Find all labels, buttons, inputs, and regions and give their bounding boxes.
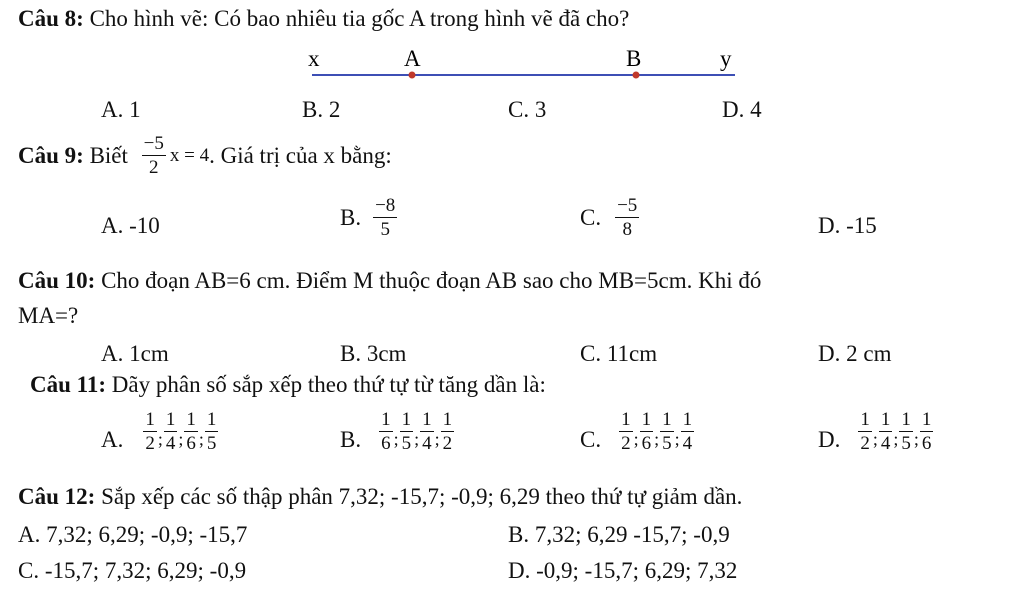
question-9-label: Câu 9: xyxy=(18,142,84,168)
point-a-dot xyxy=(409,72,416,79)
question-11-text: Dãy phân số sắp xếp theo thứ tự từ tăng dần là: xyxy=(106,372,546,397)
point-label-y: y xyxy=(720,46,732,71)
question-10 xyxy=(18,268,761,294)
point-label-a: A xyxy=(404,46,421,71)
q10-option-b[interactable]: B. 3cm xyxy=(340,341,407,366)
ray-figure xyxy=(300,42,750,86)
q12-option-a[interactable]: A. 7,32; 6,29; -0,9; -15,7 xyxy=(18,522,248,547)
point-label-x: x xyxy=(308,46,320,71)
q11-option-c-fractions: $\frac{1}{2}$ ; $\frac{1}{6}$ ; $\frac{1}{5}$ ; $\frac{1}{4}$ xyxy=(621,409,693,454)
question-10-label: Câu 10: xyxy=(18,268,96,293)
question-11 xyxy=(30,372,546,398)
question-10-text: Cho đoạn AB=6 cm. Điểm M thuộc đoạn AB sao cho MB=5cm. Khi đó xyxy=(95,268,762,293)
q9-option-d[interactable]: D. -15 xyxy=(818,213,877,238)
q8-option-c[interactable]: C. 3 xyxy=(508,97,547,122)
q11-option-a[interactable]: A. $\frac{1}{2}$ ; $\frac{1}{4}$ ; $\frac{1}{6}$ ; $\frac{1}{5}$ xyxy=(101,409,217,454)
q9-expr: x = 4 xyxy=(169,144,210,166)
q11-option-d[interactable]: D. $\frac{1}{2}$ ; $\frac{1}{4}$ ; $\frac{1}{5}$ ; $\frac{1}{6}$ xyxy=(818,409,932,454)
question-12 xyxy=(18,484,742,510)
question-8-label: Câu 8: xyxy=(18,6,84,31)
q12-option-d[interactable]: D. -0,9; -15,7; 6,29; 7,32 xyxy=(508,558,738,583)
q10-option-a[interactable]: A. 1cm xyxy=(101,341,169,366)
q12-option-c[interactable]: C. -15,7; 7,32; 6,29; -0,9 xyxy=(18,558,247,583)
q9-option-c[interactable]: C. $\frac{-5}{8}$ xyxy=(580,195,638,240)
point-label-b: B xyxy=(626,46,642,71)
q9-fraction: $\frac{-5}{2}$ xyxy=(143,133,164,178)
q10-option-d[interactable]: D. 2 cm xyxy=(818,341,892,366)
point-b-dot xyxy=(633,72,640,79)
q9-option-a[interactable]: A. -10 xyxy=(101,213,160,238)
question-8-text: Cho hình vẽ: Có bao nhiêu tia gốc A trong hình vẽ đã cho? xyxy=(83,6,630,31)
q11-option-b[interactable]: B. $\frac{1}{6}$ ; $\frac{1}{5}$ ; $\frac{1}{4}$ ; $\frac{1}{2}$ xyxy=(340,409,453,454)
q9-option-b[interactable]: B. $\frac{-8}{5}$ xyxy=(340,195,396,240)
q8-option-d[interactable]: D. 4 xyxy=(722,97,762,122)
q11-option-b-fractions: $\frac{1}{6}$ ; $\frac{1}{5}$ ; $\frac{1}{4}$ ; $\frac{1}{2}$ xyxy=(381,409,453,454)
q9-option-c-fraction: $\frac{-5}{8}$ xyxy=(617,195,638,240)
q8-option-b[interactable]: B. 2 xyxy=(302,97,341,122)
question-11-label: Câu 11: xyxy=(30,372,107,397)
question-12-label: Câu 12: xyxy=(18,484,96,509)
q12-option-b[interactable]: B. 7,32; 6,29 -15,7; -0,9 xyxy=(508,522,730,547)
q11-option-a-fractions: $\frac{1}{2}$ ; $\frac{1}{4}$ ; $\frac{1}{6}$ ; $\frac{1}{5}$ xyxy=(145,409,217,454)
q9-option-b-fraction: $\frac{-8}{5}$ xyxy=(375,195,396,240)
question-10-line2: MA=? xyxy=(18,303,79,328)
q11-option-d-fractions: $\frac{1}{2}$ ; $\frac{1}{4}$ ; $\frac{1}{5}$ ; $\frac{1}{6}$ xyxy=(860,409,932,454)
question-12-text: Sắp xếp các số thập phân 7,32; -15,7; -0,9; 6,29 theo thứ tự giảm dần. xyxy=(95,484,743,509)
question-9-pre: Biết xyxy=(83,142,134,168)
q11-option-c[interactable]: C. $\frac{1}{2}$ ; $\frac{1}{6}$ ; $\frac{1}{5}$ ; $\frac{1}{4}$ xyxy=(580,409,693,454)
question-9 xyxy=(18,134,392,177)
q10-option-c[interactable]: C. 11cm xyxy=(580,341,658,366)
question-8 xyxy=(18,6,629,32)
q8-option-a[interactable]: A. 1 xyxy=(101,97,141,122)
question-9-post: . Giá trị của x bằng: xyxy=(209,142,392,168)
